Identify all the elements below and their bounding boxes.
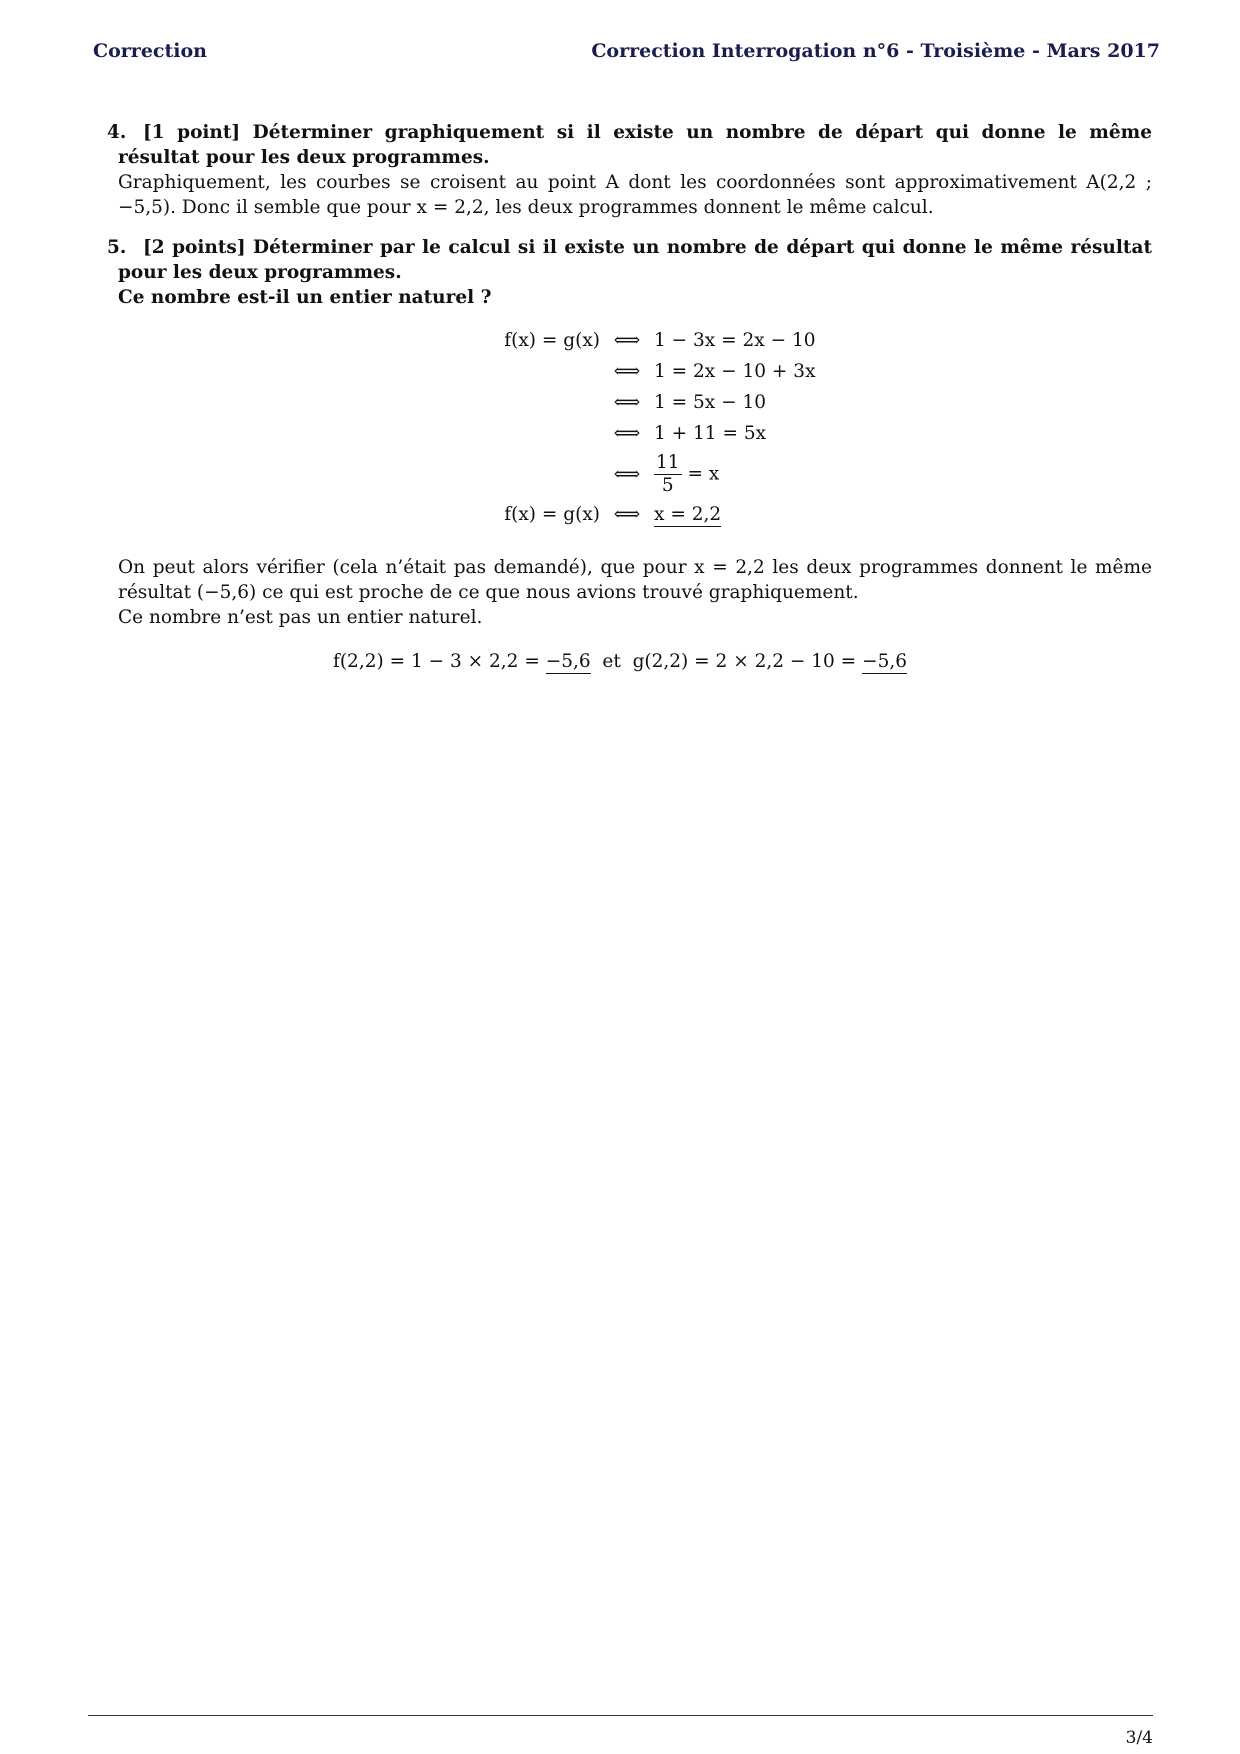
check-f-expression: f(2,2) = 1 − 3 × 2,2 = <box>332 651 540 672</box>
conclusion-text: Ce nombre n’est pas un entier naturel. <box>118 607 483 628</box>
footer-rule <box>88 1715 1153 1716</box>
equation-result: x = 2,2 <box>654 504 722 525</box>
check-f-result: −5,6 <box>545 651 591 672</box>
fraction <box>654 452 682 497</box>
equation-rhs: 1 = 5x − 10 <box>654 392 767 413</box>
equivalence-arrow: ⟺ <box>613 423 641 444</box>
equation-row <box>450 452 719 497</box>
check-equation <box>0 651 1240 672</box>
question-subtitle: Ce nombre est-il un entier naturel ? <box>118 287 492 308</box>
equation-row <box>450 392 766 413</box>
equation-rhs: 1 − 3x = 2x − 10 <box>654 330 816 351</box>
equation-lhs: f(x) = g(x) <box>504 504 600 525</box>
verification-text: On peut alors vérifier (cela n’était pas demandé), que pour x = 2,2 les deux programmes donnent le même résultat (−5,6) ce qui est proche de ce que nous avions trouvé graphiquement. <box>118 557 1152 603</box>
question-number: 4. <box>107 122 127 143</box>
header-left: Correction <box>93 40 207 62</box>
equivalence-arrow: ⟺ <box>613 504 641 525</box>
equation-rhs: 1 = 2x − 10 + 3x <box>654 361 816 382</box>
equivalence-arrow: ⟺ <box>613 330 641 351</box>
equation-lhs: f(x) = g(x) <box>504 330 600 351</box>
equation-row <box>450 361 816 382</box>
question-5 <box>107 235 1152 310</box>
equation-row <box>450 423 766 444</box>
equation-rhs: 1 + 11 = 5x <box>654 423 767 444</box>
check-and: et <box>602 651 621 672</box>
question-4 <box>107 120 1152 220</box>
question-title: [1 point] Déterminer graphiquement si il existe un nombre de départ qui donne le même résultat pour les deux programmes. <box>118 122 1152 168</box>
check-g-expression: g(2,2) = 2 × 2,2 − 10 = <box>632 651 857 672</box>
fraction-denominator: 5 <box>661 475 674 496</box>
equivalence-arrow: ⟺ <box>613 392 641 413</box>
page-number: 3/4 <box>1125 1728 1153 1748</box>
question-number: 5. <box>107 237 127 258</box>
equation-row <box>450 504 721 525</box>
verification-section <box>107 555 1152 630</box>
equation-block <box>450 330 850 530</box>
equivalence-arrow: ⟺ <box>613 361 641 382</box>
answer-text: Graphiquement, les courbes se croisent au point A dont les coordonnées sont approximativement A(2,2 ; −5,5). Donc il semble que pour x = 2,2, les deux programmes donnent le même calcul. <box>118 172 1152 218</box>
equation-row <box>450 330 816 351</box>
fraction-numerator: 11 <box>656 452 680 473</box>
header-title: Correction Interrogation n°6 - Troisième - Mars 2017 <box>591 40 1160 62</box>
equation-rhs: = x <box>687 463 720 485</box>
question-title: [2 points] Déterminer par le calcul si il existe un nombre de départ qui donne le même résultat pour les deux programmes. <box>118 237 1152 283</box>
check-g-result: −5,6 <box>862 651 908 672</box>
equivalence-arrow: ⟺ <box>613 463 641 485</box>
